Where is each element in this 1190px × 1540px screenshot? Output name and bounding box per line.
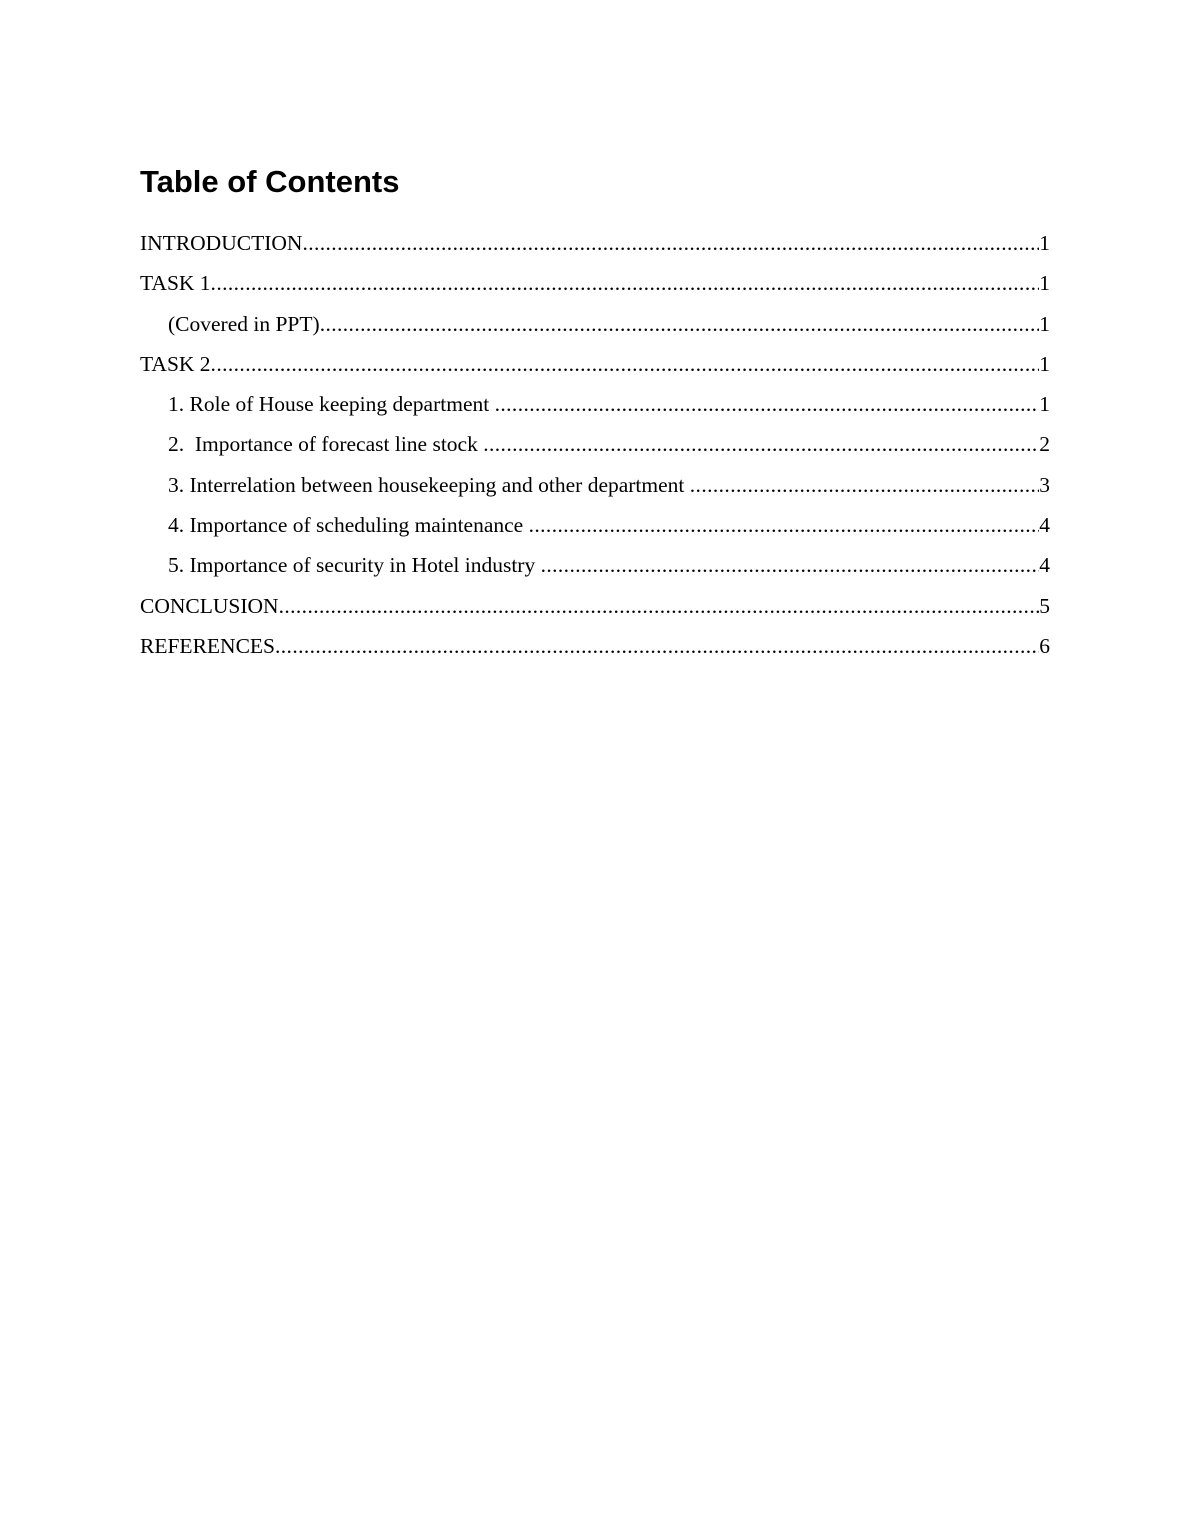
toc-entry-text: 1. Role of House keeping department — [168, 392, 495, 417]
toc-entry-text: (Covered in PPT) — [168, 311, 320, 336]
toc-dot-leader — [211, 347, 1040, 381]
toc-entry-text: 5. Importance of security in Hotel industry — [168, 553, 541, 578]
toc-page-number: 6 — [1039, 633, 1050, 658]
toc-page-number: 1 — [1039, 311, 1050, 336]
toc-dot-leader — [211, 266, 1040, 300]
toc-page-number: 4 — [1039, 513, 1050, 538]
toc-dot-leader — [320, 307, 1040, 341]
toc-page-number: 3 — [1039, 472, 1050, 497]
toc-entry-text: 2. Importance of forecast line stock — [168, 432, 484, 457]
toc-entry-task-1[interactable] — [140, 266, 1050, 306]
toc-entry-security[interactable] — [140, 548, 1050, 588]
toc-page-number: 2 — [1039, 432, 1050, 457]
toc-entry-text: TASK 1 — [140, 271, 211, 296]
toc-entry-introduction[interactable] — [140, 226, 1050, 266]
toc-entry-text: TASK 2 — [140, 351, 211, 376]
toc-entry-text: INTRODUCTION — [140, 231, 303, 255]
toc-page-number: 5 — [1039, 593, 1050, 618]
toc-page-number: 1 — [1039, 271, 1050, 296]
toc-dot-leader — [279, 589, 1040, 623]
toc-dot-leader — [275, 629, 1039, 663]
toc-entry-interrelation[interactable] — [140, 468, 1050, 508]
toc-entry-conclusion[interactable] — [140, 589, 1050, 629]
toc-entry-scheduling-maintenance[interactable] — [140, 508, 1050, 548]
toc-page-number: 1 — [1039, 231, 1050, 255]
toc-dot-leader — [483, 427, 1039, 461]
toc-entry-covered-in-ppt[interactable] — [140, 307, 1050, 347]
toc-dot-leader — [690, 468, 1039, 502]
toc-dot-leader — [302, 226, 1039, 260]
toc-entry-text: CONCLUSION — [140, 593, 279, 618]
toc-dot-leader — [541, 548, 1040, 582]
toc-page-number: 4 — [1039, 553, 1050, 578]
toc-entry-forecast-line-stock[interactable] — [140, 427, 1050, 467]
toc-dot-leader — [495, 387, 1040, 421]
toc-list — [140, 226, 1050, 669]
toc-entry-text: REFERENCES — [140, 633, 275, 658]
toc-page-number: 1 — [1039, 351, 1050, 376]
toc-dot-leader — [529, 508, 1040, 542]
toc-entry-text: 3. Interrelation between housekeeping and other department — [168, 472, 690, 497]
toc-entry-text: 4. Importance of scheduling maintenance — [168, 513, 529, 538]
toc-heading: Table of Contents — [140, 164, 400, 199]
toc-entry-task-2[interactable] — [140, 347, 1050, 387]
toc-page-number: 1 — [1039, 392, 1050, 417]
toc-entry-references[interactable] — [140, 629, 1050, 669]
toc-entry-role-of-housekeeping[interactable] — [140, 387, 1050, 427]
